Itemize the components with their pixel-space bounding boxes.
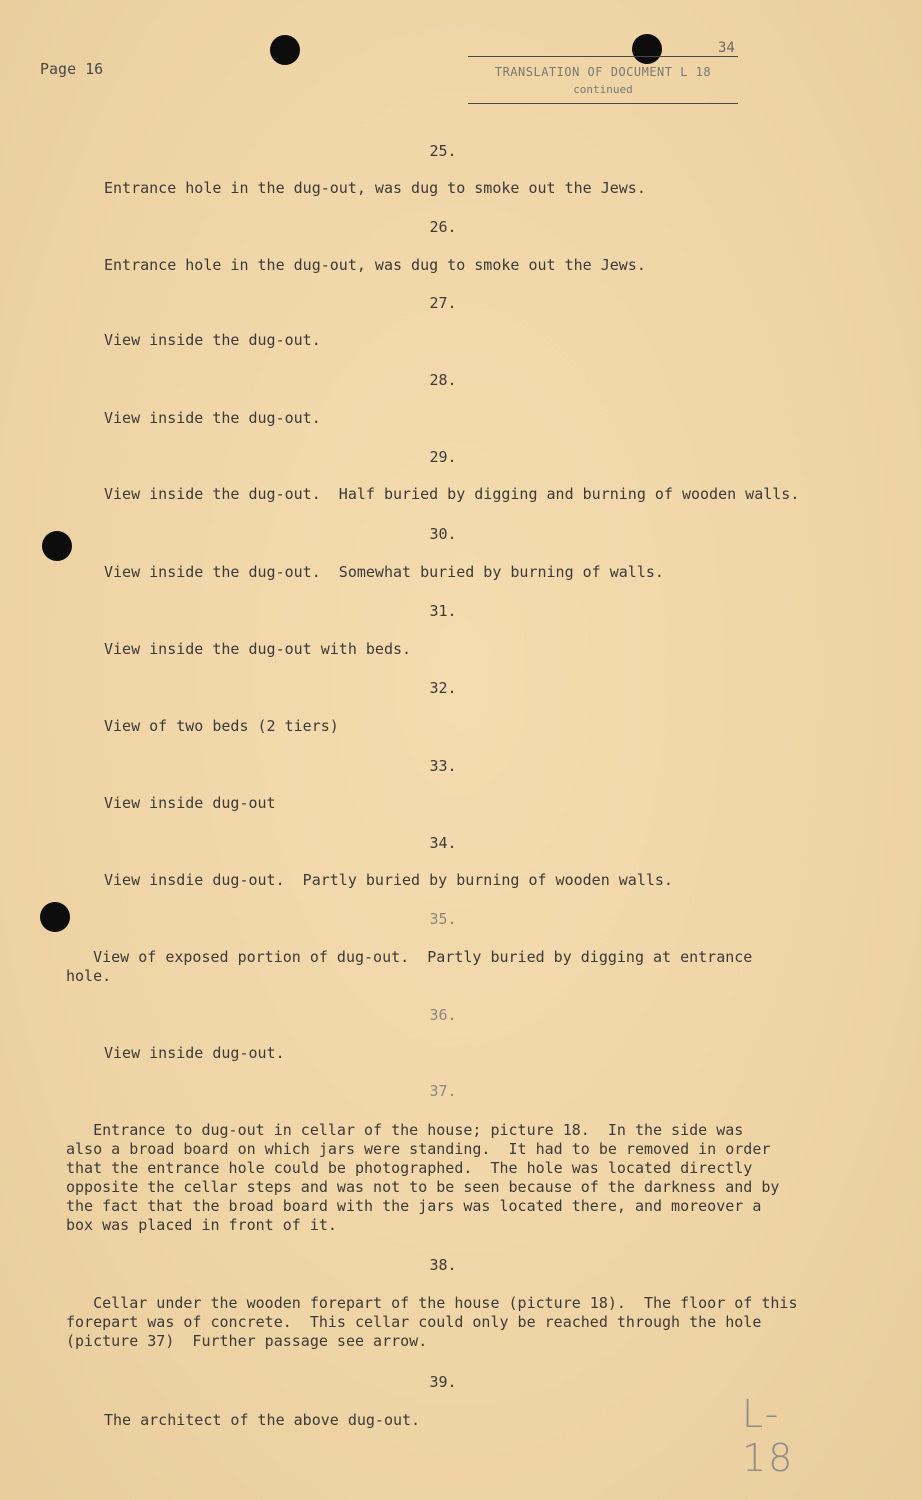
paragraph-line: that the entrance hole could be photographed. The hole was located directly	[66, 1159, 753, 1177]
paragraph-line: forepart was of concrete. This cellar could only be reached through the hole	[66, 1313, 762, 1331]
entry-caption: View inside dug-out	[104, 794, 276, 812]
entry-number: 39.	[429, 1373, 457, 1391]
entry-number: 26.	[429, 218, 457, 236]
paragraph-line: (picture 37) Further passage see arrow.	[66, 1332, 428, 1350]
paragraph-line: Cellar under the wooden forepart of the house (picture 18). The floor of this	[66, 1294, 798, 1312]
header-subtitle: continued	[573, 83, 633, 96]
paragraph-line: hole.	[66, 967, 112, 985]
entry-paragraph	[66, 1294, 866, 1351]
header-title: TRANSLATION OF DOCUMENT L 18	[494, 65, 712, 79]
entry-caption: Entrance hole in the dug-out, was dug to smoke out the Jews.	[104, 179, 646, 197]
entry-caption: Entrance hole in the dug-out, was dug to smoke out the Jews.	[104, 256, 646, 274]
paragraph-line: Entrance to dug-out in cellar of the house; picture 18. In the side was	[66, 1121, 744, 1139]
entry-caption: View inside dug-out.	[104, 1044, 285, 1062]
entry-caption: View of two beds (2 tiers)	[104, 717, 339, 735]
entry-number: 25.	[429, 142, 457, 160]
entry-number: 28.	[429, 371, 457, 389]
handwritten-document-mark: L-18	[742, 1392, 795, 1480]
entry-number: 29.	[429, 448, 457, 466]
entry-number: 27.	[429, 294, 457, 312]
entry-number: 37.	[429, 1082, 457, 1100]
entry-number: 32.	[429, 679, 457, 697]
corner-number: 34	[718, 40, 735, 56]
entry-number: 36.	[429, 1006, 457, 1024]
entry-caption: View inside the dug-out.	[104, 409, 321, 427]
entry-caption: View insdie dug-out. Partly buried by burning of wooden walls.	[104, 871, 673, 889]
entry-paragraph	[66, 948, 866, 986]
entry-caption: View inside the dug-out. Half buried by digging and burning of wooden walls.	[104, 485, 800, 503]
entry-number: 38.	[429, 1256, 457, 1274]
entry-caption: The architect of the above dug-out.	[104, 1411, 421, 1429]
entry-paragraph	[66, 1121, 866, 1235]
paragraph-line: the fact that the broad board with the jars was located there, and moreover a	[66, 1197, 762, 1215]
punch-hole-top-left	[270, 35, 300, 65]
entry-caption: View inside the dug-out with beds.	[104, 640, 412, 658]
entry-caption: View inside the dug-out. Somewhat buried by burning of walls.	[104, 563, 664, 581]
paragraph-line: box was placed in front of it.	[66, 1216, 337, 1234]
entry-number: 33.	[429, 757, 457, 775]
entry-number: 30.	[429, 525, 457, 543]
paragraph-line: opposite the cellar steps and was not to be seen because of the darkness and by	[66, 1178, 780, 1196]
paragraph-line: View of exposed portion of dug-out. Partly buried by digging at entrance	[66, 948, 753, 966]
document-header	[468, 56, 738, 104]
entry-number: 35.	[429, 910, 457, 928]
page-label: Page 16	[40, 60, 104, 78]
entry-number: 31.	[429, 602, 457, 620]
paragraph-line: also a broad board on which jars were standing. It had to be removed in order	[66, 1140, 771, 1158]
entry-caption: View inside the dug-out.	[104, 331, 321, 349]
entry-number: 34.	[429, 834, 457, 852]
